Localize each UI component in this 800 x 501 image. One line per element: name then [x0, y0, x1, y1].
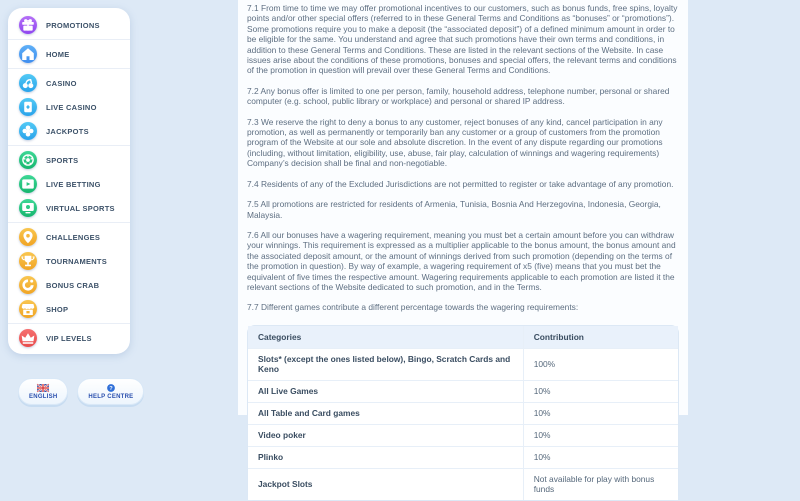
terms-paragraph-7-5: 7.5 All promotions are restricted for residents of Armenia, Tunisia, Bosnia And Herzegovina, Indonesia, Georgia, Malaysia. [247, 199, 661, 220]
svg-text:?: ? [109, 386, 113, 392]
terms-paragraph-7-6: 7.6 All our bonuses have a wagering requirement, meaning you must bet a certain amount before you can withdraw your winnings. This requirement is expressed as a multiplier applicable to the bonus amount, the bonus amount and the associated deposit amount, or the amount of winnings derived from such promotion (depending on the terms of the promotion in question). By way of example, a wagering requirement of x5 (five) means that you must bet the equivalent of five times the respective amount. Wagering requirements applicable to each promotion are listed it the relevant sections of the Website dedicated to such promotion, and in the Terms. [247, 229, 676, 292]
help-centre-button[interactable] [77, 378, 144, 405]
sidebar-item-live-casino[interactable] [8, 95, 130, 119]
sidebar-item-jackpots[interactable] [8, 119, 130, 143]
wagering-table-header-row [248, 326, 678, 349]
table-row [248, 348, 678, 380]
table-cell-category: Slots* (except the ones listed below), Bingo, Scratch Cards and Keno [248, 348, 523, 380]
sidebar-item-label: VIRTUAL SPORTS [46, 203, 115, 213]
terms-paragraphs [247, 3, 679, 313]
table-header-categories: Categories [248, 326, 523, 349]
ball-icon [19, 151, 37, 169]
terms-paragraph-7-3: 7.3 We reserve the right to deny a bonus to any customer, reject bonuses of any kind, cancel participation in any promotion, as well as permanently or temporarily ban any customer or a group of customers from the promotion program of the Website at our sole and absolute discretion. In the event of any dispute regarding our promotions (including, without limitation, eligibility, use, abuse, fair play, calculation of winnings and wagering requirements) Company’s decision shall be final and non-negotiable. [247, 116, 663, 169]
table-cell-category: Video poker [248, 424, 523, 446]
sidebar-divider [8, 222, 130, 223]
table-cell-contribution: Not available for play with bonus funds [523, 468, 678, 500]
terms-content [238, 0, 688, 495]
table-cell-contribution: 10% [523, 380, 678, 402]
sidebar-item-tournaments[interactable] [8, 249, 130, 273]
table-row [248, 380, 678, 402]
wagering-table [248, 326, 678, 500]
table-cell-category: Plinko [248, 446, 523, 468]
sidebar-nav [8, 13, 130, 350]
sidebar-item-sports[interactable] [8, 148, 130, 172]
cherries-icon [19, 74, 37, 92]
sidebar-item-live-betting[interactable] [8, 172, 130, 196]
table-row [248, 468, 678, 500]
sidebar-item-label: VIP LEVELS [46, 333, 92, 343]
sidebar-divider [8, 145, 130, 146]
sidebar-item-vip-levels[interactable] [8, 326, 130, 350]
sidebar-item-label: SPORTS [46, 155, 79, 165]
sidebar-item-label: SHOP [46, 304, 69, 314]
sidebar [8, 8, 130, 354]
table-cell-contribution: 10% [523, 424, 678, 446]
sidebar-item-label: CASINO [46, 78, 77, 88]
shop-icon [19, 300, 37, 318]
table-cell-contribution: 10% [523, 446, 678, 468]
uk-flag-icon [37, 383, 49, 393]
sidebar-item-label: LIVE CASINO [46, 102, 97, 112]
sidebar-divider [8, 68, 130, 69]
home-icon [19, 45, 37, 63]
table-cell-category: All Table and Card games [248, 402, 523, 424]
terms-paragraph-7-1: 7.1 From time to time we may offer promotional incentives to our customers, such as bonus funds, free spins, loyalty points and/or other special offers (referred to in these General Terms and Conditions as “bonuses” or “promotions”). Some promotions require you to make a deposit (the “associated deposit”) of a defined minimum amount in order to be eligible for the same. You understand and agree that such promotions have their own terms and conditions, in addition to these General Terms and Conditions. These are listed in the relevant sections of the Website. In case issues arise about the conditions of these promotions, bonuses and special offers, the relevant terms and conditions of the promotion in question will prevail over these General Terms and Conditions. [247, 3, 678, 76]
gift-icon [19, 16, 37, 34]
table-header-contribution: Contribution [523, 326, 678, 349]
table-cell-category: All Live Games [248, 380, 523, 402]
sidebar-divider [8, 323, 130, 324]
sidebar-item-label: PROMOTIONS [46, 20, 100, 30]
sidebar-item-label: HOME [46, 49, 70, 59]
playing-card-icon [19, 98, 37, 116]
table-row [248, 424, 678, 446]
sidebar-item-virtual-sports[interactable] [8, 196, 130, 220]
sidebar-item-bonus-crab[interactable] [8, 273, 130, 297]
sidebar-divider [8, 39, 130, 40]
question-icon [105, 383, 117, 393]
sidebar-item-home[interactable] [8, 42, 130, 66]
pin-icon [19, 228, 37, 246]
wagering-table-wrap [247, 325, 679, 501]
sidebar-item-label: CHALLENGES [46, 232, 101, 242]
sidebar-item-challenges[interactable] [8, 225, 130, 249]
sidebar-item-promotions[interactable] [8, 13, 130, 37]
clover-icon [19, 122, 37, 140]
sidebar-item-label: LIVE BETTING [46, 179, 101, 189]
trophy-icon [19, 252, 37, 270]
help-centre-label: HELP CENTRE [88, 394, 134, 400]
sidebar-item-shop[interactable] [8, 297, 130, 321]
table-row [248, 402, 678, 424]
terms-paragraph-7-7: 7.7 Different games contribute a different percentage towards the wagering requirements: [247, 302, 579, 313]
live-screen-icon [19, 175, 37, 193]
sidebar-item-label: JACKPOTS [46, 126, 89, 136]
crab-claw-icon [19, 276, 37, 294]
crown-icon [19, 329, 37, 347]
table-cell-contribution: 100% [523, 348, 678, 380]
sidebar-item-casino[interactable] [8, 71, 130, 95]
table-row [248, 446, 678, 468]
english-button[interactable] [18, 378, 68, 405]
monitor-icon [19, 199, 37, 217]
sidebar-footer-buttons [18, 378, 144, 405]
sidebar-item-label: BONUS CRAB [46, 280, 100, 290]
sidebar-item-label: TOURNAMENTS [46, 256, 107, 266]
terms-paragraph-7-4: 7.4 Residents of any of the Excluded Jurisdictions are not permitted to register or take advantage of any promotion. [247, 178, 674, 189]
terms-paragraph-7-2: 7.2 Any bonus offer is limited to one per person, family, household address, telephone number, personal or shared computer (e.g. school, public library or workplace) and personal or shared IP address. [247, 85, 670, 107]
table-cell-contribution: 10% [523, 402, 678, 424]
english-label: ENGLISH [29, 394, 58, 400]
table-cell-category: Jackpot Slots [248, 468, 523, 500]
